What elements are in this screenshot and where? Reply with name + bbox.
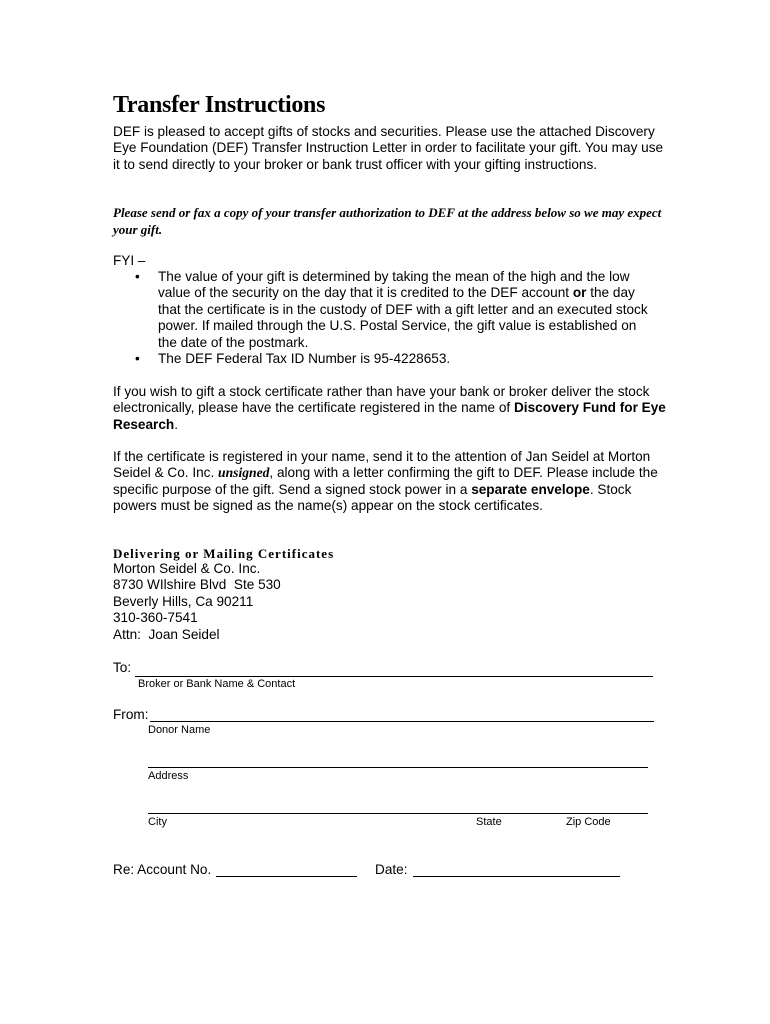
address-line: Beverly Hills, Ca 90211 bbox=[113, 593, 254, 609]
delivery-heading: Delivering or Mailing Certificates bbox=[113, 546, 335, 561]
address-field-line[interactable] bbox=[148, 767, 648, 768]
city-state-zip-field-line[interactable] bbox=[148, 813, 648, 814]
to-sublabel: Broker or Bank Name & Contact bbox=[138, 678, 296, 690]
address-line: Morton Seidel & Co. Inc. bbox=[113, 561, 261, 576]
donor-name-sublabel: Donor Name bbox=[148, 724, 211, 736]
from-label: From: bbox=[113, 707, 149, 722]
address-line: Attn: Joan Seidel bbox=[113, 626, 220, 642]
registered-paragraph: If the certificate is registered in your name, send it to the attention of Jan Seidel at Morton Seidel & Co. Inc. unsigned, along with a letter confirming the gift to DEF. Please include the specific purpose of the gift. Send a signed stock power in a separate envelope. Stock powers must be signed as the name(s) appear on the stock certificates. bbox=[113, 449, 658, 514]
bullet-icon: • bbox=[135, 351, 140, 366]
bullet-tax-id-text: The DEF Federal Tax ID Number is 95-4228653. bbox=[158, 351, 451, 366]
date-field-line[interactable] bbox=[413, 876, 620, 877]
address-line: 8730 WIlshire Blvd Ste 530 bbox=[113, 577, 281, 593]
state-sublabel: State bbox=[476, 816, 502, 828]
delivery-address bbox=[113, 561, 281, 643]
date-label: Date: bbox=[375, 862, 408, 877]
city-sublabel: City bbox=[148, 816, 167, 828]
donor-name-field-line[interactable] bbox=[150, 721, 654, 722]
account-number-field-line[interactable] bbox=[216, 876, 357, 877]
fyi-label: FYI – bbox=[113, 253, 146, 268]
to-label: To: bbox=[113, 660, 132, 675]
address-sublabel: Address bbox=[148, 770, 189, 782]
account-number-label: Re: Account No. bbox=[113, 862, 212, 877]
to-field-line[interactable] bbox=[135, 676, 653, 677]
certificate-paragraph: If you wish to gift a stock certificate rather than have your bank or broker deliver the stock electronically, please have the certificate registered in the name of Discovery Fund for Eye Research. bbox=[113, 384, 666, 432]
intro-paragraph: DEF is pleased to accept gifts of stocks and securities. Please use the attached Discovery Eye Foundation (DEF) Transfer Instruction Letter in order to facilitate your gift. You may use it to send directly to your broker or bank trust officer with your gifting instructions. bbox=[113, 124, 664, 172]
bullet-icon: • bbox=[135, 269, 140, 284]
address-line: 310-360-7541 bbox=[113, 610, 198, 626]
bullet-gift-value-text: The value of your gift is determined by taking the mean of the high and the low value of the security on the day that it is credited to the DEF account or the day that the certificate is in the custody of DEF with a gift letter and an executed stock power. If mailed through the U.S. Postal Service, the gift value is established on the date of the postmark. bbox=[158, 269, 648, 350]
zip-sublabel: Zip Code bbox=[566, 816, 611, 828]
fax-notice: Please send or fax a copy of your transfer authorization to DEF at the address below so we may expect your gift. bbox=[113, 205, 662, 237]
page-title: Transfer Instructions bbox=[113, 92, 326, 118]
